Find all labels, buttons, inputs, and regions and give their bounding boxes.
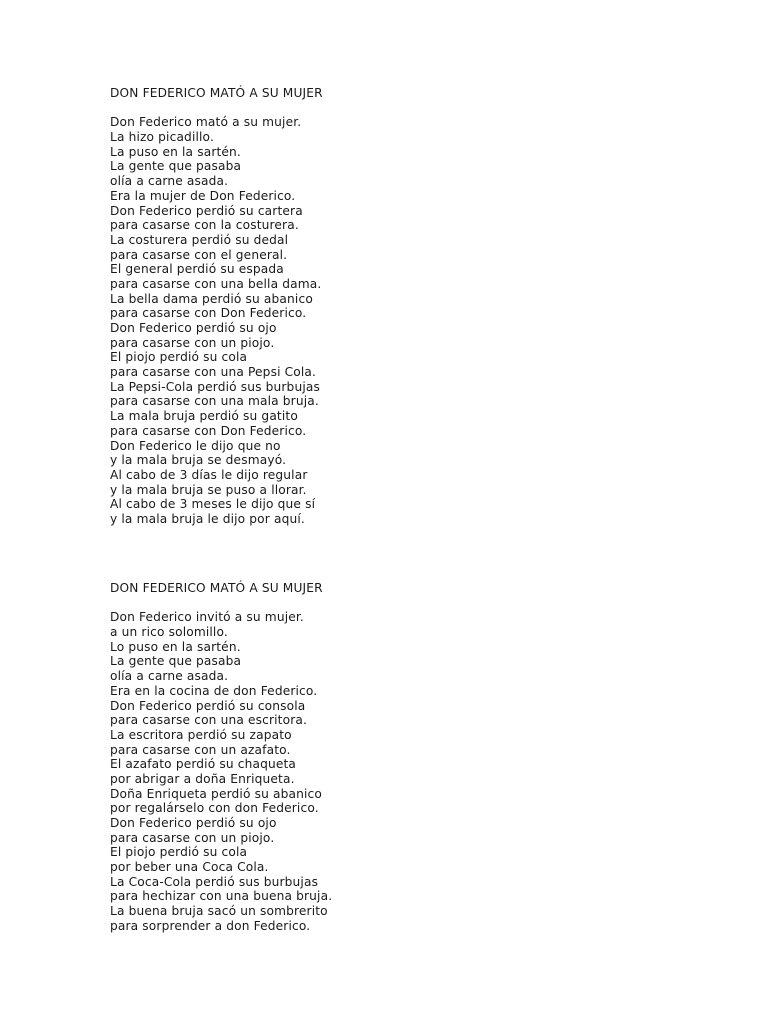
poem-2 <box>110 581 710 934</box>
poem-line: y la mala bruja le dijo por aquí. <box>110 511 305 526</box>
poem-line: por regalárselo con don Federico. <box>110 801 319 816</box>
poem-line: Era en la cocina de don Federico. <box>110 683 318 698</box>
poem-2-lines <box>110 610 710 933</box>
poem-line: Don Federico perdió su consola <box>110 698 306 713</box>
poem-line: para casarse con Don Federico. <box>110 306 307 321</box>
poem-line: Don Federico perdió su cartera <box>110 203 303 218</box>
poem-line: Don Federico perdió su ojo <box>110 816 277 830</box>
poem-line: La mala bruja perdió su gatito <box>110 409 298 424</box>
poem-line: por beber una Coca Cola. <box>110 860 269 875</box>
poem-1-title: DON FEDERICO MATÓ A SU MUJER <box>110 86 323 100</box>
poem-line: a un rico solomillo. <box>110 625 228 640</box>
poem-line: olía a carne asada. <box>110 174 229 189</box>
poem-line: para casarse con el general. <box>110 247 288 262</box>
poem-line: Doña Enriqueta perdió su abanico <box>110 786 322 801</box>
poem-line: para casarse con un piojo. <box>110 830 275 845</box>
poem-line: y la mala bruja se puso a llorar. <box>110 482 307 497</box>
poem-line: La hizo picadillo. <box>110 130 214 145</box>
poem-line: Lo puso en la sartén. <box>110 639 241 654</box>
poem-line: para casarse con una bella dama. <box>110 276 322 291</box>
poem-line: La gente que pasaba <box>110 159 242 174</box>
poem-line: para casarse con la costurera. <box>110 218 299 233</box>
poem-line: para casarse con una Pepsi Cola. <box>110 365 317 380</box>
poem-line: Don Federico perdió su ojo <box>110 321 277 335</box>
poem-line: Era la mujer de Don Federico. <box>110 188 296 203</box>
poem-line: Don Federico le dijo que no <box>110 438 281 453</box>
poem-line: por abrigar a doña Enriqueta. <box>110 771 295 786</box>
poem-line: El piojo perdió su cola <box>110 350 248 365</box>
poem-line: La escritora perdió su zapato <box>110 727 292 742</box>
poem-line: La Coca-Cola perdió sus burbujas <box>110 874 319 889</box>
poem-line: y la mala bruja se desmayó. <box>110 453 287 468</box>
poem-line: La puso en la sartén. <box>110 144 241 159</box>
poem-line: olía a carne asada. <box>110 669 229 684</box>
poem-line: La Pepsi-Cola perdió sus burbujas <box>110 379 320 394</box>
poem-line: para casarse con una escritora. <box>110 713 308 728</box>
poem-line: Don Federico invitó a su mujer. <box>110 610 304 625</box>
poem-line: La bella dama perdió su abanico <box>110 291 313 306</box>
poem-line: La costurera perdió su dedal <box>110 232 289 247</box>
poem-line: para casarse con Don Federico. <box>110 423 307 438</box>
poem-line: Al cabo de 3 meses le dijo que sí <box>110 497 316 512</box>
poem-line: El general perdió su espada <box>110 262 284 277</box>
poem-line: para hechizar con una buena bruja. <box>110 889 333 904</box>
poem-line: para casarse con una mala bruja. <box>110 394 319 409</box>
poem-line: Don Federico mató a su mujer. <box>110 115 302 130</box>
poem-line: La gente que pasaba <box>110 654 242 669</box>
poem-2-title: DON FEDERICO MATÓ A SU MUJER <box>110 581 323 595</box>
poem-1 <box>110 86 710 527</box>
poem-line: para casarse con un azafato. <box>110 742 291 757</box>
poem-line: para casarse con un piojo. <box>110 335 275 350</box>
poem-line: para sorprender a don Federico. <box>110 918 311 933</box>
poem-1-lines <box>110 115 710 526</box>
poem-line: El piojo perdió su cola <box>110 845 248 860</box>
poem-line: El azafato perdió su chaqueta <box>110 757 297 772</box>
poem-line: La buena bruja sacó un sombrerito <box>110 904 328 919</box>
poem-line: Al cabo de 3 días le dijo regular <box>110 467 308 482</box>
